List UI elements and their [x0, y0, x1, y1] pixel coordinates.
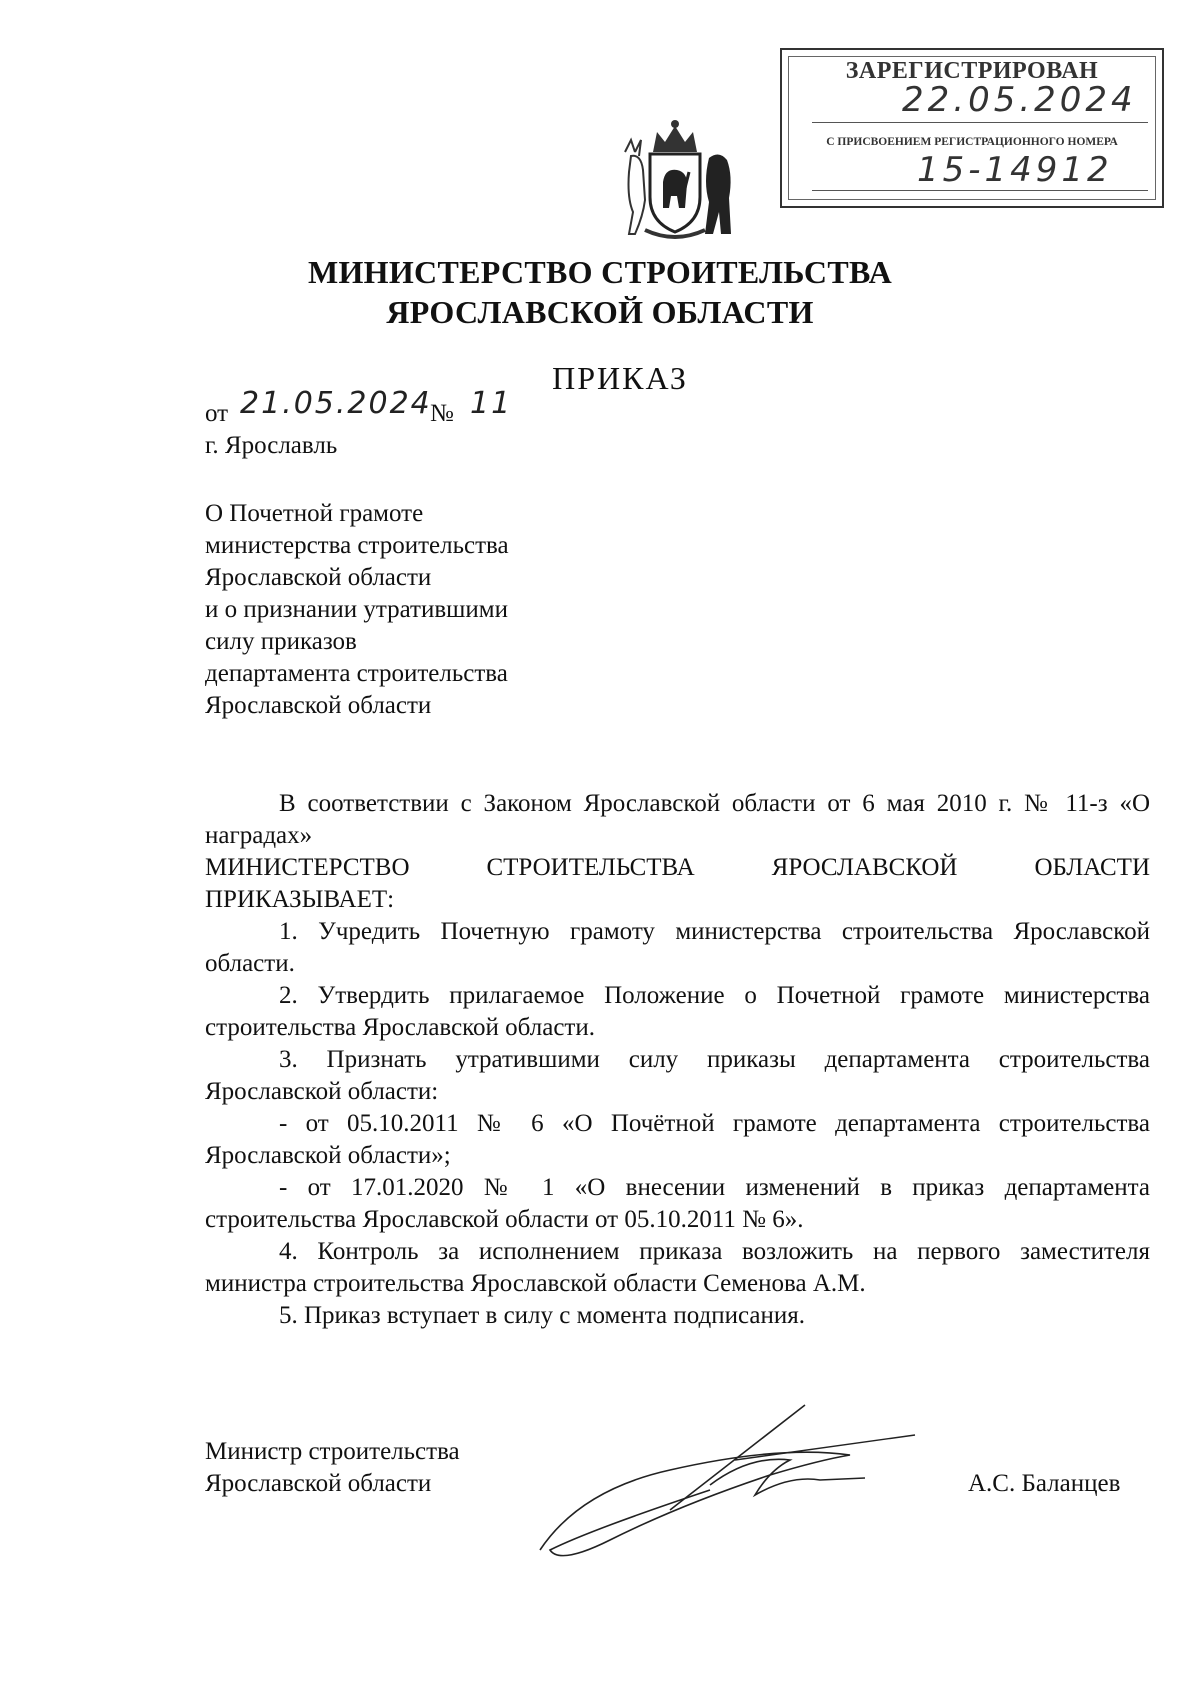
orders-phrase-line-1: МИНИСТЕРСТВО СТРОИТЕЛЬСТВА ЯРОСЛАВСКОЙ ОБЛАСТИ — [205, 854, 1150, 881]
subject-line: Ярославской области — [205, 564, 432, 591]
stamp-title: ЗАРЕГИСТРИРОВАН — [845, 58, 1099, 84]
order-item-5: 5. Приказ вступает в силу с момента подписания. — [279, 1302, 805, 1329]
signer-position — [205, 1436, 460, 1500]
date-prefix: от — [205, 400, 229, 427]
subject-line: департамента строительства — [205, 660, 508, 687]
registration-stamp — [780, 48, 1164, 208]
stamp-subtitle: С ПРИСВОЕНИЕМ РЕГИСТРАЦИОННОГО НОМЕРА — [826, 136, 1118, 148]
order-item-2: 2. Утвердить прилагаемое Положение о Почетной грамоте министерства строительства Ярославской области. — [205, 982, 1150, 1041]
order-subitem-2: - от 17.01.2020 № 1 «О внесении изменений в приказ департамента строительства Ярославской области от 05.10.2011 № 6». — [205, 1174, 1150, 1233]
order-body — [205, 788, 1150, 1332]
stamp-date-line — [812, 122, 1148, 123]
order-subject — [205, 498, 509, 722]
ministry-line-1: МИНИСТЕРСТВО СТРОИТЕЛЬСТВА — [307, 254, 893, 290]
order-item-4: 4. Контроль за исполнением приказа возложить на первого заместителя министра строительства Ярославской области Семенова А.М. — [205, 1238, 1150, 1297]
stamp-number-line — [812, 190, 1148, 191]
handwritten-signature — [520, 1400, 940, 1570]
stamp-date: 22.05.2024 — [902, 80, 1137, 120]
subject-line: министерства строительства — [205, 532, 509, 559]
signer-name: А.С. Баланцев — [968, 1470, 1121, 1497]
coat-of-arms-icon — [605, 112, 745, 252]
order-subitem-1: - от 05.10.2011 № 6 «О Почётной грамоте департамента строительства Ярославской области»; — [205, 1110, 1150, 1169]
subject-line: и о признании утратившими — [205, 596, 508, 623]
document-type-title: ПРИКАЗ — [552, 360, 688, 396]
order-date: 21.05.2024 — [240, 386, 432, 421]
order-item-1: 1. Учредить Почетную грамоту министерства строительства Ярославской области. — [205, 918, 1150, 977]
subject-line: Ярославской области — [205, 692, 432, 719]
orders-phrase-line-2: ПРИКАЗЫВАЕТ: — [205, 886, 395, 913]
order-item-3: 3. Признать утратившими силу приказы департамента строительства Ярославской области: — [205, 1046, 1150, 1105]
signer-position-line-2: Ярославской области — [205, 1470, 432, 1497]
order-number: 11 — [470, 386, 513, 421]
city: г. Ярославль — [205, 432, 338, 459]
preamble: В соответствии с Законом Ярославской области от 6 мая 2010 г. № 11-з «О наградах» — [205, 790, 1150, 849]
subject-line: силу приказов — [205, 628, 357, 655]
ministry-line-2: ЯРОСЛАВСКОЙ ОБЛАСТИ — [386, 294, 814, 330]
signer-position-line-1: Министр строительства — [205, 1438, 460, 1465]
stamp-number: 15-14912 — [917, 150, 1113, 190]
subject-line: О Почетной грамоте — [205, 500, 424, 527]
number-prefix: № — [430, 400, 454, 427]
ministry-heading — [300, 252, 900, 332]
